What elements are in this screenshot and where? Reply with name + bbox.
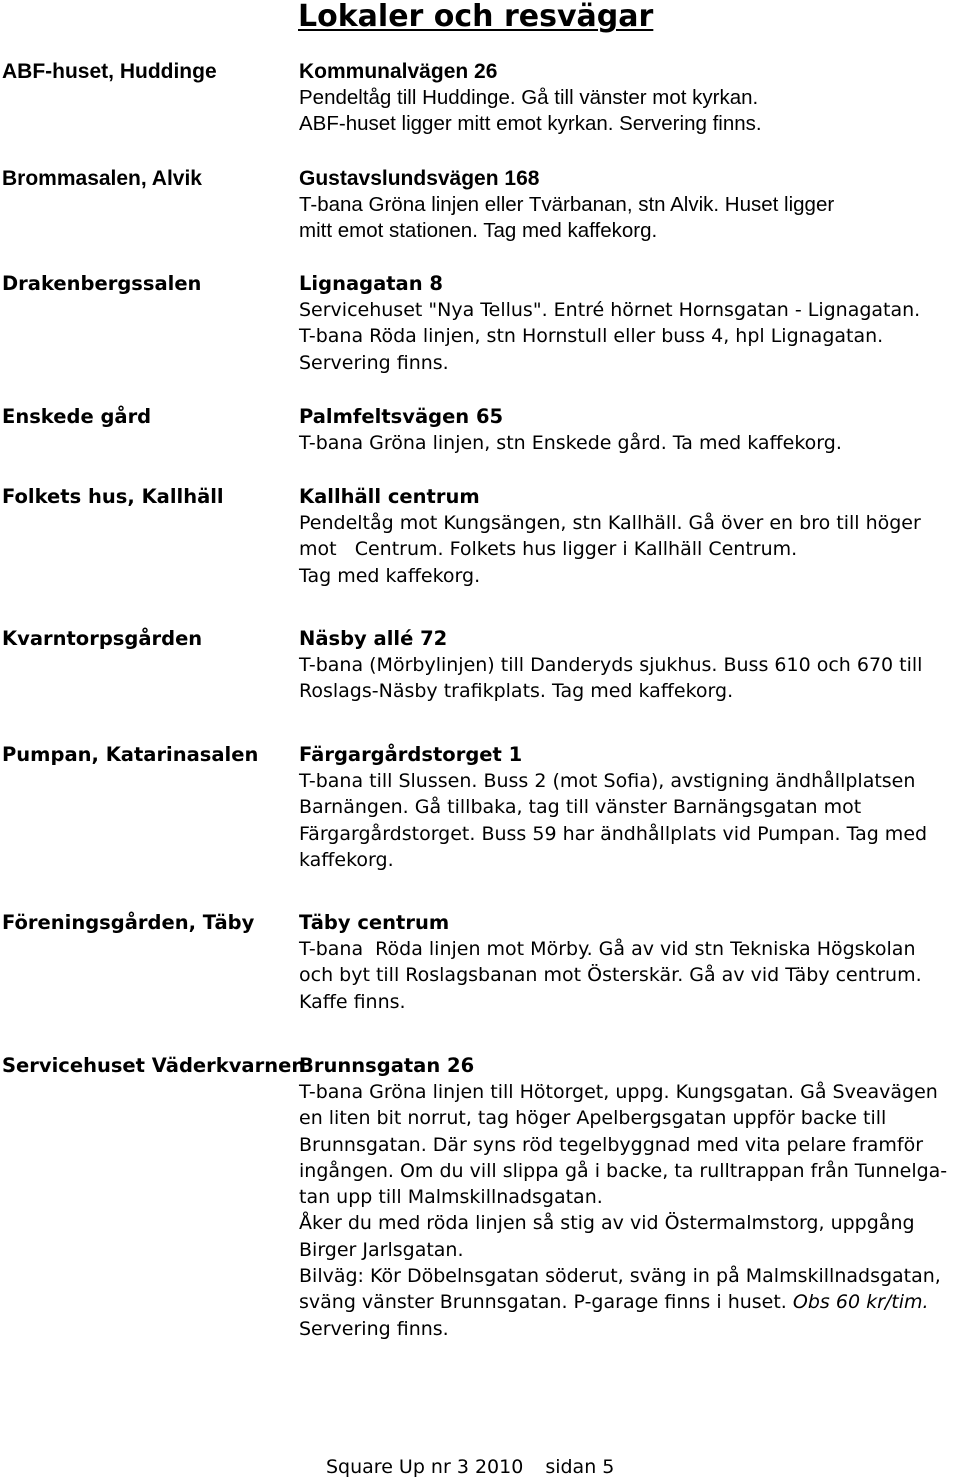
venue-details bbox=[299, 484, 960, 589]
directions-line: T-bana Gröna linjen, stn Enskede gård. Ta med kaffekorg. bbox=[299, 432, 842, 454]
directions-line: Roslags-Näsby trafikplats. Tag med kaffekorg. bbox=[299, 680, 734, 703]
directions-line: Åker du med röda linjen så stig av vid Östermalmstorg, uppgång bbox=[299, 1212, 915, 1235]
directions-line: Servicehuset "Nya Tellus". Entré hörnet Hornsgatan - Lignagatan. bbox=[299, 299, 921, 321]
page-title: Lokaler och resvägar bbox=[298, 0, 654, 34]
venue-details bbox=[299, 166, 960, 245]
directions-line: T-bana Gröna linjen eller Tvärbanan, stn Alvik. Huset ligger bbox=[299, 193, 835, 216]
directions-line: T-bana Röda linjen mot Mörby. Gå av vid stn Tekniska Högskolan bbox=[299, 938, 916, 960]
venue-address: Lignagatan 8 bbox=[299, 272, 443, 295]
directions-line: Barnängen. Gå tillbaka, tag till vänster Barnängsgatan mot bbox=[299, 796, 862, 819]
venue-name: Folkets hus, Kallhäll bbox=[2, 485, 224, 508]
directions-line: Servering finns. bbox=[299, 351, 449, 374]
venue-details bbox=[299, 271, 960, 376]
directions-line: T-bana Röda linjen, stn Hornstull eller buss 4, hpl Lignagatan. bbox=[299, 325, 884, 348]
directions-line bbox=[299, 1289, 960, 1315]
directions-line: T-bana (Mörbylinjen) till Danderyds sjukhus. Buss 610 och 670 till bbox=[299, 654, 923, 676]
directions-line: ingången. Om du vill slippa gå i backe, ta rulltrappan från Tunnelga- bbox=[299, 1159, 948, 1182]
venue-name: Drakenbergssalen bbox=[2, 272, 202, 295]
directions-line: Brunnsgatan. Där syns röd tegelbyggnad med vita pelare framför bbox=[299, 1133, 924, 1156]
venue-name: Brommasalen, Alvik bbox=[2, 167, 202, 190]
page-footer bbox=[326, 1455, 614, 1479]
directions-line: ABF-huset ligger mitt emot kyrkan. Servering finns. bbox=[299, 112, 762, 136]
venue-name: Enskede gård bbox=[2, 405, 152, 428]
venue-details bbox=[299, 626, 960, 705]
venue-address: Näsby allé 72 bbox=[299, 627, 448, 650]
directions-line: Pendeltåg mot Kungsängen, stn Kallhäll. Gå över en bro till höger bbox=[299, 512, 921, 534]
venue-details bbox=[299, 742, 960, 873]
directions-line: och byt till Roslagsbanan mot Österskär. Gå av vid Täby centrum. bbox=[299, 964, 922, 987]
venue-address: Färgargårdstorget 1 bbox=[299, 743, 523, 766]
venue-name: Pumpan, Katarinasalen bbox=[2, 743, 259, 766]
directions-line: tan upp till Malmskillnadsgatan. bbox=[299, 1186, 603, 1209]
venue-address: Kallhäll centrum bbox=[299, 485, 480, 508]
directions-line: Färgargårdstorget. Buss 59 har ändhållplats vid Pumpan. Tag med bbox=[299, 822, 928, 845]
directions-line: Kaffe finns. bbox=[299, 990, 406, 1013]
parking-fee-note: Obs 60 kr/tim. bbox=[792, 1291, 929, 1314]
directions-line: en liten bit norrut, tag höger Apelbergsgatan uppför backe till bbox=[299, 1107, 887, 1130]
venue-address: Kommunalvägen 26 bbox=[299, 60, 498, 83]
directions-line: mot Centrum. Folkets hus ligger i Kallhäll Centrum. bbox=[299, 538, 798, 561]
venue-name: Föreningsgården, Täby bbox=[2, 911, 255, 934]
venue-details bbox=[299, 910, 960, 1015]
venue-details bbox=[299, 404, 960, 456]
directions-line: Pendeltåg till Huddinge. Gå till vänster mot kyrkan. bbox=[299, 86, 759, 109]
directions-line: T-bana Gröna linjen till Hötorget, uppg. Kungsgatan. Gå Sveavägen bbox=[299, 1081, 938, 1103]
directions-line: mitt emot stationen. Tag med kaffekorg. bbox=[299, 219, 658, 243]
venue-name: Kvarntorpsgården bbox=[2, 627, 203, 650]
directions-line: Birger Jarlsgatan. bbox=[299, 1238, 464, 1261]
venue-details bbox=[299, 1053, 960, 1342]
venue-name: Servicehuset Väderkvarnen bbox=[2, 1054, 306, 1077]
venue-name: ABF-huset, Huddinge bbox=[2, 60, 217, 83]
directions-line: Servering finns. bbox=[299, 1317, 449, 1340]
venue-address: Brunnsgatan 26 bbox=[299, 1054, 475, 1077]
venue-address: Gustavslundsvägen 168 bbox=[299, 167, 540, 190]
page-number: sidan 5 bbox=[545, 1456, 615, 1478]
venue-details bbox=[299, 59, 960, 138]
directions-line: T-bana till Slussen. Buss 2 (mot Sofia), avstigning ändhållplatsen bbox=[299, 770, 916, 792]
directions-line: kaffekorg. bbox=[299, 848, 394, 871]
directions-line: Bilväg: Kör Döbelnsgatan söderut, sväng in på Malmskillnadsgatan, bbox=[299, 1265, 941, 1288]
venue-address: Palmfeltsvägen 65 bbox=[299, 405, 504, 428]
directions-line: Tag med kaffekorg. bbox=[299, 564, 481, 587]
parking-text: sväng vänster Brunnsgatan. P-garage finns i huset. bbox=[299, 1291, 787, 1314]
venue-address: Täby centrum bbox=[299, 911, 450, 934]
publication-name: Square Up nr 3 2010 bbox=[326, 1456, 524, 1478]
